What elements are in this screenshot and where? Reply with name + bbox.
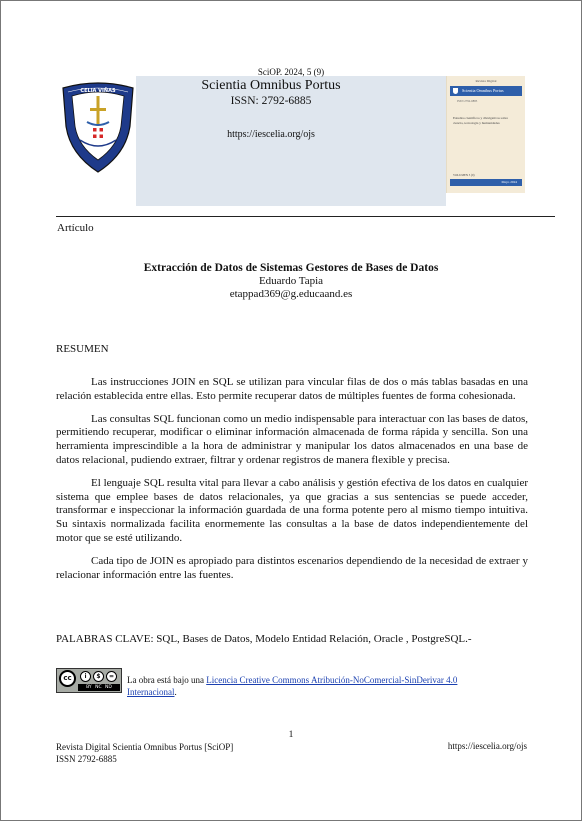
creative-commons-badge[interactable] [56,668,122,693]
shield-crest-icon [60,82,136,174]
license-suffix: . [174,687,177,697]
noderivatives-icon: = [106,671,117,682]
footer-journal-name: Revista Digital Scientia Omnibus Portus [SciOP] [56,742,234,752]
page-number: 1 [288,730,294,740]
citation-line: SciOP. 2024, 5 (9) [257,67,325,77]
footer-journal-info [56,741,233,765]
cover-top-label: Revista Digital [475,79,497,83]
author-email[interactable]: etappad369@g.educaand.es [229,288,353,300]
cover-subtitle: Estudios científicos y divulgativos sobre ciencia, tecnología y humanidades [453,116,508,125]
article-title: Extracción de Datos de Sistemas Gestores de Bases de Datos [143,262,439,274]
cover-issn: ISSN 2792-6885 [457,99,478,103]
abstract-paragraph: Cada tipo de JOIN es apropiado para distintos escenarios dependiendo de la necesidad de extraer y relacionar información entre las fuentes. [56,554,528,581]
abstract-paragraph: Las instrucciones JOIN en SQL se utilizan para vincular filas de dos o más tablas basadas en una relación establecida entre ellas. Esto permite recuperar datos de múltiples fuentes de forma cohesionada. [56,376,528,402]
cc-badge-strip: BY NC ND [78,684,120,691]
cover-volume: VOLUMEN 5 (9) [453,173,475,177]
abstract-heading: RESUMEN [56,343,109,355]
cover-band-title: Scientia Omnibus Portus [462,88,504,93]
journal-url[interactable]: https://iescelia.org/ojs [227,129,315,140]
license-notice [127,674,507,698]
keywords-line: PALABRAS CLAVE: SQL, Bases de Datos, Modelo Entidad Relación, Oracle , PostgreSQL.- [56,633,472,645]
journal-cover-thumbnail [446,76,525,193]
cover-date: Mayo 2024 [501,180,517,184]
header-divider [56,216,555,217]
cc-icon: cc [59,670,76,687]
noncommercial-icon: $ [93,671,104,682]
attribution-icon: i [80,671,91,682]
logo-ribbon-text: CELIA VIÑAS [80,88,116,94]
journal-title: Scientia Omnibus Portus [201,78,341,93]
abstract-paragraph: El lenguaje SQL resulta vital para llevar a cabo análisis y gestión efectiva de los datos en cualquier sistema que emplee bases de datos relacionales, ya que gracias a sus sentencias se puede acceder, transformar e inspeccionar la información guardada de una forma potente pero al mismo tiempo intuitiva. Su sintaxis normalizada facilita enormemente las consultas a la base de datos independientemente del motor que se esté utilizando. [56,476,528,544]
cover-band [450,86,522,96]
journal-issn: ISSN: 2792-6885 [230,95,312,107]
license-link[interactable]: Licencia Creative Commons Atribución-NoComercial-SinDerivar 4.0 Internacional [127,675,458,697]
article-author: Eduardo Tapia [258,275,324,287]
journal-header [136,67,446,206]
license-prefix: La obra está bajo una [127,675,207,685]
footer-url[interactable]: https://iescelia.org/ojs [447,741,527,751]
footer-issn: ISSN 2792-6885 [56,754,117,764]
abstract-paragraph: Las consultas SQL funcionan como un medio indispensable para interactuar con las bases de datos, permitiendo recuperar, modificar o eliminar información almacenada de forma rápida y sencilla. Son una herramienta imprescindible a la hora de administrar y manipular los datos almacenados en una base de datos relacional, pudiendo extraer, filtrar y ordenar registros de manera flexible y precisa. [56,412,528,466]
section-label: Artículo [57,222,94,234]
cover-shield-icon [453,88,458,94]
abstract-body [56,376,528,591]
cover-footer [450,179,522,186]
